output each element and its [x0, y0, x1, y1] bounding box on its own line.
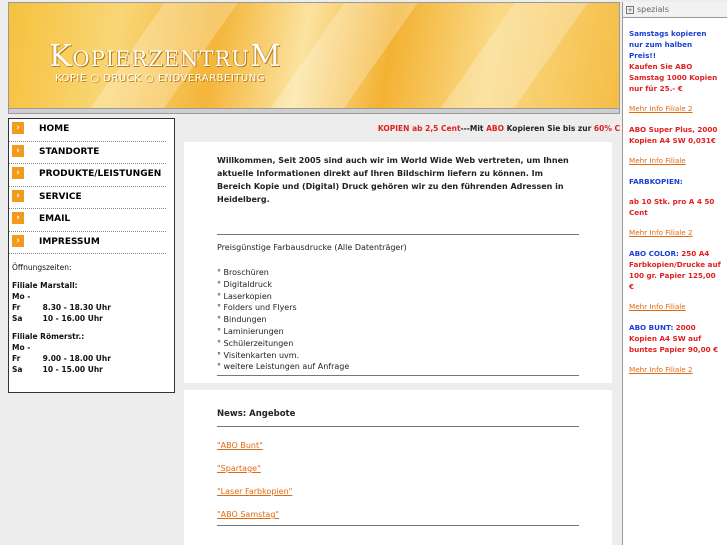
special-text: ABO BUNT: 2000 Kopien A4 SW auf buntes Papier 90,00 € — [629, 323, 719, 354]
special-text: Samstags kopieren nur zum halben Preis!! — [629, 29, 707, 60]
divider — [217, 234, 579, 235]
nav-label: EMAIL — [39, 214, 71, 224]
features-list — [217, 267, 579, 373]
opening-hours — [9, 254, 174, 383]
nav-item-email[interactable] — [9, 209, 166, 232]
list-item: ° weitere Leistungen auf Anfrage — [217, 362, 350, 372]
more-info-link[interactable]: Mehr Info Filiale — [629, 302, 686, 311]
more-info-link[interactable]: Mehr Info Filiale 2 — [629, 365, 693, 374]
arrow-right-icon: › — [12, 190, 24, 202]
nav-label: PRODUKTE/LEISTUNGEN — [39, 169, 162, 179]
list-item: ° Schülerzeitungen — [217, 338, 294, 348]
special-text: ABO Super Plus, 2000 Kopien A4 SW 0,031€ — [629, 125, 718, 145]
time-range: 9.00 - 18.00 Uhr — [42, 354, 111, 363]
divider — [217, 525, 579, 526]
nav-item-impressum[interactable] — [9, 232, 166, 255]
more-info-link[interactable]: Mehr Info Filiale 2 — [629, 228, 693, 237]
features-title: Preisgünstige Farbausdrucke (Alle Datenträger) — [217, 243, 407, 252]
news-ticker — [184, 124, 620, 136]
special-text: ABO COLOR: 250 A4 Farbkopien/Drucke auf 100 gr. Papier 125,00 € — [629, 249, 721, 291]
arrow-right-icon: › — [12, 212, 24, 224]
list-item: ° Bindungen — [217, 315, 267, 325]
header-divider — [8, 108, 620, 114]
ticker-text: ---Mit — [460, 124, 487, 133]
ticker-text: 60% C — [593, 124, 620, 133]
divider — [217, 426, 579, 427]
nav-label: SERVICE — [39, 191, 82, 202]
specials-header[interactable] — [623, 2, 727, 18]
specials-header-label: spezials — [637, 5, 669, 14]
nav-label: HOME — [39, 124, 70, 134]
arrow-right-icon: › — [12, 167, 24, 179]
expand-icon[interactable]: + — [627, 6, 633, 14]
arrow-right-icon: › — [12, 122, 24, 134]
list-item: ° Broschüren — [217, 268, 269, 277]
list-item: ° Visitenkarten uvm. — [217, 350, 300, 360]
intro-panel — [184, 142, 612, 383]
ticker-text: Kopieren Sie bis zur — [504, 124, 594, 133]
news-link-laser-farbkopien[interactable]: "Laser Farbkopien" — [217, 487, 293, 496]
left-sidebar — [8, 118, 175, 393]
time-range: 10 - 16.00 Uhr — [42, 314, 103, 323]
list-item: ° Laminierungen — [217, 326, 284, 336]
branch-name: Filiale Römerstr.: — [12, 332, 85, 341]
time-range: 8.30 - 18.30 Uhr — [42, 303, 111, 312]
site-logo-subtitle: KOPIE ○ DRUCK ○ ENDVERARBEITUNG — [55, 73, 265, 84]
opening-hours-heading: Öffnungszeiten: — [12, 263, 72, 272]
nav-item-standorte[interactable] — [9, 142, 166, 165]
special-text: Kaufen Sie ABO Samstag 1000 Kopien nur für 25.- € — [629, 62, 718, 93]
news-title: News: Angebote — [217, 409, 296, 419]
news-link-abo-samstag[interactable]: "ABO Samstag" — [217, 510, 280, 519]
more-info-link[interactable]: Mehr Info Filiale — [629, 156, 686, 165]
divider — [217, 375, 579, 376]
nav-label: IMPRESSUM — [39, 236, 100, 247]
special-text: FARBKOPIEN: — [629, 177, 683, 186]
list-item: ° Digitaldruck — [217, 279, 272, 289]
more-info-link[interactable]: Mehr Info Filiale 2 — [629, 104, 693, 113]
welcome-text: Willkommen, Seit 2005 sind auch wir im World Wide Web vertreten, um Ihnen aktuelle Informationen direkt auf Ihren Bildschirm liefern zu können. Im Bereich Kopie und (Digital) Druck gehören wir zu den führenden Adressen in Heidelberg. — [217, 156, 569, 204]
branch-name: Filiale Marstall: — [12, 281, 78, 290]
nav-item-service[interactable] — [9, 187, 166, 210]
list-item: ° Laserkopien — [217, 291, 272, 301]
day-range: Sa — [12, 314, 23, 323]
list-item: ° Folders und Flyers — [217, 303, 297, 313]
site-logo-title: KopierzentruM — [49, 39, 282, 74]
header-banner — [8, 2, 620, 110]
specials-list — [623, 18, 727, 375]
news-panel — [184, 390, 612, 545]
nav-item-home[interactable] — [9, 119, 166, 142]
day-range: Mo - Fr — [12, 343, 31, 363]
news-link-spartage[interactable]: "Spartage" — [217, 464, 261, 473]
ticker-text: KOPIEN ab 2,5 Cent — [377, 124, 461, 133]
arrow-right-icon: › — [12, 145, 24, 157]
day-range: Mo - Fr — [12, 292, 31, 312]
nav-label: STANDORTE — [39, 146, 100, 157]
right-sidebar — [622, 2, 727, 545]
news-link-abo-bunt[interactable]: "ABO Bunt" — [217, 441, 263, 450]
arrow-right-icon: › — [12, 235, 24, 247]
time-range: 10 - 15.00 Uhr — [42, 365, 103, 374]
special-text: ab 10 Stk. pro A 4 50 Cent — [629, 197, 715, 217]
nav-item-produkte[interactable] — [9, 164, 166, 187]
day-range: Sa — [12, 365, 23, 374]
ticker-text: ABO — [486, 124, 505, 133]
